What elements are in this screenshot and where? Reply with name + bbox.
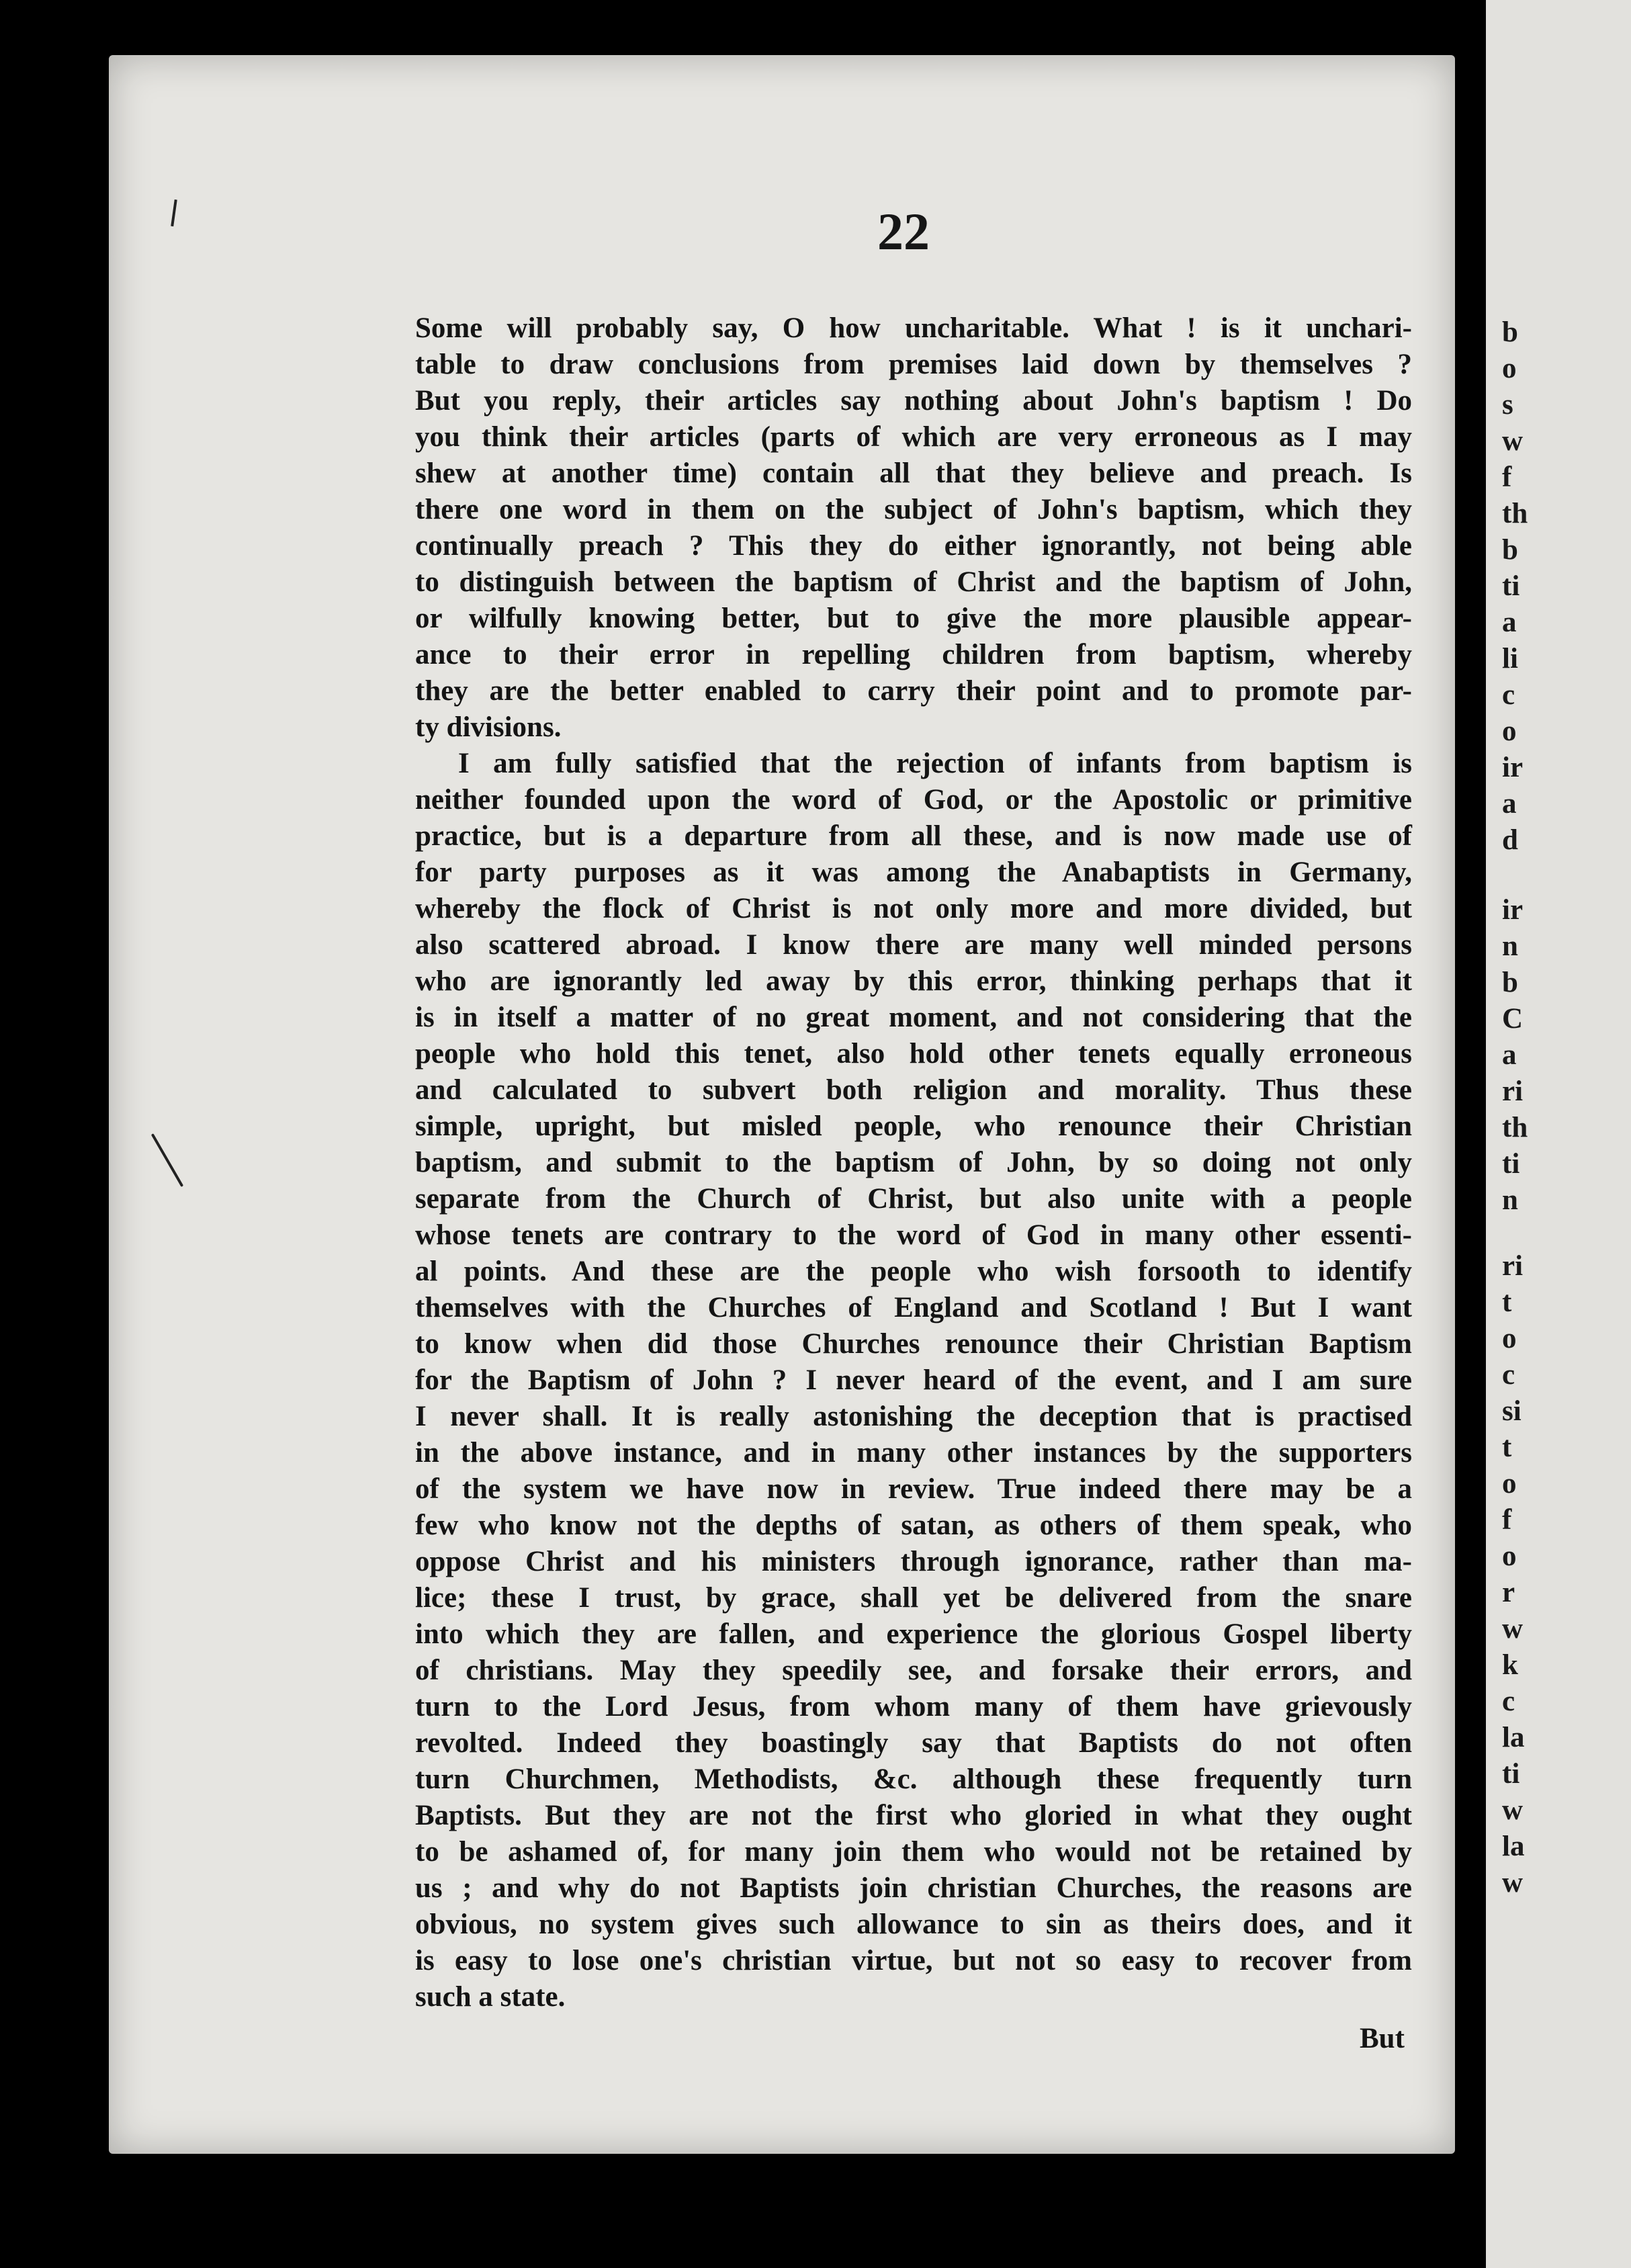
text-line: to know when did those Churches renounce their Christian Baptism: [415, 1328, 1412, 1360]
text-line: whose tenets are contrary to the word of God in many other essenti-: [415, 1219, 1412, 1251]
text-line: simple, upright, but misled people, who renounce their Christian: [415, 1110, 1412, 1142]
facing-page-fragment: la: [1502, 1722, 1525, 1753]
text-line: But you reply, their articles say nothing about John's baptism ! Do: [415, 385, 1412, 417]
book-gutter: [1455, 0, 1486, 2268]
facing-page-fragment: t: [1502, 1432, 1512, 1463]
text-line: of the system we have now in review. True indeed there may be a: [415, 1473, 1412, 1505]
facing-page-fragment: c: [1502, 679, 1515, 711]
text-line: whereby the flock of Christ is not only more and more divided, but: [415, 893, 1412, 924]
text-line: oppose Christ and his ministers through ignorance, rather than ma-: [415, 1546, 1412, 1577]
facing-page-fragment: n: [1502, 1184, 1518, 1216]
facing-page-fragment: o: [1502, 1540, 1517, 1572]
text-line: of christians. May they speedily see, and forsake their errors, and: [415, 1655, 1412, 1686]
text-line: shew at another time) contain all that they believe and preach. Is: [415, 457, 1412, 489]
facing-page-fragment: w: [1502, 1867, 1524, 1899]
facing-page-fragment: s: [1502, 389, 1513, 421]
text-line: they are the better enabled to carry their point and to promote par-: [415, 675, 1412, 707]
facing-page-fragment: a: [1502, 788, 1517, 820]
facing-page-fragment: C: [1502, 1003, 1524, 1035]
text-line: into which they are fallen, and experience the glorious Gospel liberty: [415, 1618, 1412, 1650]
text-line: is easy to lose one's christian virtue, but not so easy to recover from: [415, 1945, 1412, 1976]
text-line: revolted. Indeed they boastingly say that Baptists do not often: [415, 1727, 1412, 1759]
facing-page-fragment: w: [1502, 425, 1524, 457]
facing-page-fragment: f: [1502, 462, 1512, 493]
text-line: and calculated to subvert both religion and morality. Thus these: [415, 1074, 1412, 1106]
text-line: few who know not the depths of satan, as others of them speak, who: [415, 1510, 1412, 1541]
facing-page-fragment: n: [1502, 930, 1518, 962]
facing-page-fragment: th: [1502, 1112, 1528, 1143]
text-line: I am fully satisfied that the rejection of infants from baptism is: [458, 748, 1412, 779]
text-line: themselves with the Churches of England and Scotland ! But I want: [415, 1292, 1412, 1323]
text-line: for party purposes as it was among the Anabaptists in Germany,: [415, 857, 1412, 888]
facing-page-fragment: d: [1502, 824, 1518, 856]
text-line: I never shall. It is really astonishing the deception that is practised: [415, 1401, 1412, 1432]
facing-page-fragment: ir: [1502, 894, 1524, 926]
text-line: such a state.: [415, 1981, 566, 2013]
text-line: continually preach ? This they do either ignorantly, not being able: [415, 530, 1412, 562]
text-line: there one word in them on the subject of John's baptism, which they: [415, 494, 1412, 525]
page-number: 22: [877, 202, 930, 261]
facing-page-fragment: f: [1502, 1504, 1512, 1536]
text-line: ance to their error in repelling children from baptism, whereby: [415, 639, 1412, 670]
text-line: in the above instance, and in many other instances by the supporters: [415, 1437, 1412, 1469]
facing-page-fragment: k: [1502, 1649, 1518, 1681]
facing-page-fragment: r: [1502, 1577, 1515, 1608]
facing-page-fragment: ir: [1502, 752, 1524, 783]
facing-page-fragment: o: [1502, 353, 1517, 384]
facing-page-fragment: a: [1502, 607, 1517, 638]
facing-page-fragment: la: [1502, 1831, 1525, 1862]
book-page: [109, 55, 1455, 2154]
text-line: people who hold this tenet, also hold other tenets equally erroneous: [415, 1038, 1412, 1070]
text-line: is in itself a matter of no great moment, and not considering that the: [415, 1002, 1412, 1033]
text-line: practice, but is a departure from all these, and is now made use of: [415, 820, 1412, 852]
text-line: al points. And these are the people who wish forsooth to identify: [415, 1256, 1412, 1287]
body-text: [415, 310, 1412, 2015]
text-line: ty divisions.: [415, 711, 562, 743]
facing-page-fragment: o: [1502, 1323, 1517, 1354]
facing-page-fragment: ti: [1502, 1758, 1520, 1790]
facing-page-fragment: si: [1502, 1395, 1522, 1427]
text-line: turn to the Lord Jesus, from whom many of them have grievously: [415, 1691, 1412, 1722]
facing-page-fragment: o: [1502, 715, 1517, 747]
text-line: separate from the Church of Christ, but also unite with a people: [415, 1183, 1412, 1215]
text-line: for the Baptism of John ? I never heard of the event, and I am sure: [415, 1364, 1412, 1396]
facing-page-fragment: c: [1502, 1359, 1515, 1391]
facing-page-fragment: w: [1502, 1794, 1524, 1826]
pencil-mark: [171, 200, 177, 226]
text-line: us ; and why do not Baptists join christian Churches, the reasons are: [415, 1872, 1412, 1904]
facing-page-fragment: t: [1502, 1286, 1512, 1318]
facing-page-fragment: b: [1502, 967, 1518, 998]
facing-page-fragment: ti: [1502, 1148, 1520, 1180]
facing-page-fragment: o: [1502, 1468, 1517, 1499]
pencil-mark: [151, 1133, 183, 1187]
text-line: baptism, and submit to the baptism of John, by so doing not only: [415, 1147, 1412, 1178]
text-line: table to draw conclusions from premises laid down by themselves ?: [415, 349, 1412, 380]
facing-page-fragment: ri: [1502, 1250, 1524, 1282]
facing-page-fragment: b: [1502, 316, 1518, 348]
facing-page-fragment: ri: [1502, 1076, 1524, 1107]
catchword: But: [1360, 2023, 1405, 2054]
text-line: who are ignorantly led away by this error, thinking perhaps that it: [415, 965, 1412, 997]
facing-page-fragment: ti: [1502, 570, 1520, 602]
text-line: neither founded upon the word of God, or the Apostolic or primitive: [415, 784, 1412, 816]
text-line: lice; these I trust, by grace, shall yet be delivered from the snare: [415, 1582, 1412, 1614]
text-line: also scattered abroad. I know there are many well minded persons: [415, 929, 1412, 961]
facing-page-fragment: a: [1502, 1039, 1517, 1071]
text-line: turn Churchmen, Methodists, &c. although these frequently turn: [415, 1763, 1412, 1795]
text-line: obvious, no system gives such allowance to sin as theirs does, and it: [415, 1909, 1412, 1940]
facing-page-fragment: b: [1502, 534, 1518, 566]
text-line: to distinguish between the baptism of Christ and the baptism of John,: [415, 566, 1412, 598]
text-line: or wilfully knowing better, but to give the more plausible appear-: [415, 603, 1412, 634]
text-line: you think their articles (parts of which are very erroneous as I may: [415, 421, 1412, 453]
facing-page-fragment: w: [1502, 1613, 1524, 1645]
facing-page-fragment: th: [1502, 498, 1528, 529]
text-line: Baptists. But they are not the first who gloried in what they ought: [415, 1800, 1412, 1831]
text-line: Some will probably say, O how uncharitable. What ! is it unchari-: [415, 312, 1412, 344]
facing-page-fragment: c: [1502, 1686, 1515, 1717]
facing-page-fragment: li: [1502, 643, 1518, 674]
text-line: to be ashamed of, for many join them who would not be retained by: [415, 1836, 1412, 1868]
